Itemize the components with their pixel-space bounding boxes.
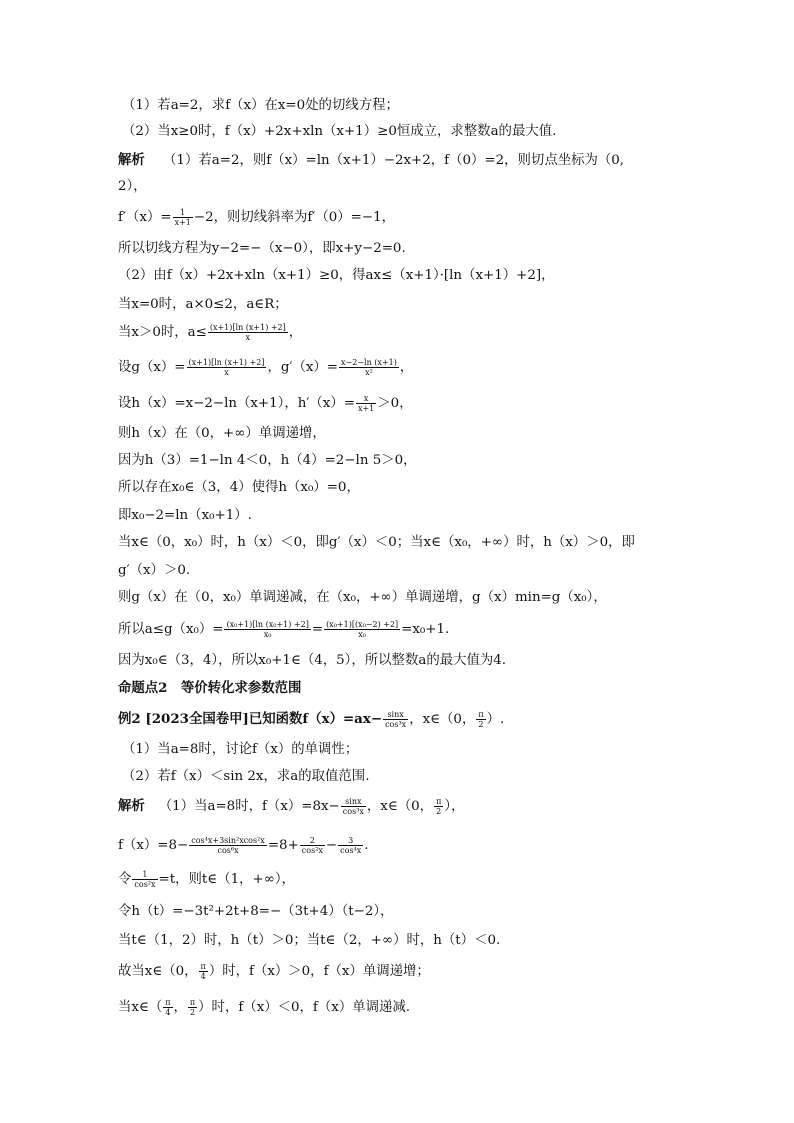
solution-line-6: 当x＞0时，a≤ $\frac{(x+1)[\ln (x+1) +2]}{x}$ ，: [118, 323, 303, 342]
fraction: $\frac{\pi}{2}$: [436, 797, 442, 816]
example-solution-line-1: 解析 （1）当a=8时，f（x）=8x− $\frac{\sin x}{\text{cos³x}}$ ，x∈（0， $\frac{\pi}{2}$ ），: [118, 797, 465, 816]
solution-line-1b: 2），: [118, 179, 147, 194]
fraction: $\frac{x-2-\ln (x+1)}{\text{x²}}$: [341, 358, 397, 377]
solution-line-2: f′（x）= $\frac{1}{x+1}$ −2，则切线斜率为f′（0）=−1，: [118, 208, 395, 227]
example-solution-line-4: 令h（t）=−3t²+2t+8=−（3t+4）（t−2），: [118, 904, 394, 919]
solution-line-3: 所以切线方程为y−2=−（x−0），即x+y−2=0.: [118, 241, 406, 256]
fraction: $\frac{(x+1)[\ln (x+1) +2]}{x}$: [209, 323, 286, 342]
solution-line-4: （2）由f（x）+2x+xln（x+1）≥0，得ax≤（x+1）·[ln（x+1）+2]，: [118, 268, 555, 283]
solution-line-9: 则h（x）在（0，+∞）单调递增，: [118, 426, 326, 441]
solution-line-11: 所以存在x₀∈（3，4）使得h（x₀）=0，: [118, 480, 360, 495]
fraction: $\frac{\text{(x₀+1)[ln (x₀+1) +2]}}{\text{x₀}}$: [226, 620, 309, 639]
question-2: （2）当x≥0时，f（x）+2x+xln（x+1）≥0恒成立，求整数a的最大值.: [122, 124, 557, 139]
solution-line-10: 因为h（3）=1−ln 4＜0，h（4）=2−ln 5＞0，: [118, 453, 417, 468]
fraction: $\frac{1}{\text{cos²x}}$: [134, 870, 156, 889]
fraction: $\frac{x}{x+1}$: [357, 394, 375, 413]
solution-line-1: 解析 （1）若a=2，则f（x）=ln（x+1）−2x+2，f（0）=2，则切点坐标为（0,: [118, 152, 625, 168]
example-question-1: （1）当a=8时，讨论f（x）的单调性；: [122, 742, 359, 757]
example-2-statement: 例2 [2023全国卷甲]已知函数f（x）=ax− $\frac{\sin x}{\text{cos³x}}$ ，x∈（0， $\frac{\pi}{2}$ ）.: [118, 710, 505, 729]
fraction: $\frac{\pi}{2}$: [478, 710, 484, 729]
solution-line-16: 因为x₀∈（3，4），所以x₀+1∈（4，5），所以整数a的最大值为4.: [118, 653, 507, 668]
fraction: $\frac{\text{cos⁴x+3sin²xcos²x}}{\text{cos⁶x}}$: [191, 836, 265, 855]
section-heading: 命题点2 等价转化求参数范围: [118, 680, 302, 696]
example-solution-line-5: 当t∈（1，2）时，h（t）＞0；当t∈（2，+∞）时，h（t）＜0.: [118, 933, 501, 948]
solution-line-15: 所以a≤g（x₀）= $\frac{\text{(x₀+1)[ln (x₀+1) +2]}}{\text{x₀}}$ = $\frac{\text{(x₀+1)[(x₀−2) +2]}}{\text{x₀}}$ =x₀+1.: [118, 620, 450, 639]
solution-line-12: 即x₀−2=ln（x₀+1）.: [118, 508, 252, 523]
solution-line-13b: g′（x）＞0.: [118, 563, 191, 578]
fraction: $\frac{(x+1)[\ln (x+1) +2]}{x}$: [188, 358, 265, 377]
example-question-2: （2）若f（x）＜sin 2x，求a的取值范围.: [122, 769, 370, 784]
fraction: $\frac{3}{\text{cos⁴x}}$: [340, 836, 362, 855]
fraction: $\frac{\sin x}{\text{cos³x}}$: [342, 797, 364, 816]
question-1: （1）若a=2，求f（x）在x=0处的切线方程；: [122, 98, 399, 113]
solution-line-8: 设h（x）=x−2−ln（x+1），h′（x）= $\frac{x}{x+1}$ ＞0，: [118, 394, 413, 413]
solution-label: 解析: [118, 152, 145, 168]
fraction: $\frac{\pi}{4}$: [200, 962, 206, 981]
example-solution-line-6: 故当x∈（0， $\frac{\pi}{4}$ ）时，f（x）＞0，f（x）单调递增；: [118, 962, 430, 981]
solution-line-13: 当x∈（0，x₀）时，h（x）＜0，即g′（x）＜0；当x∈（x₀，+∞）时，h（x）＞0，即: [118, 535, 635, 550]
fraction: $\frac{\pi}{4}$: [165, 998, 171, 1017]
solution-line-7: 设g（x）= $\frac{(x+1)[\ln (x+1) +2]}{x}$ ，g′（x）= $\frac{x-2-\ln (x+1)}{\text{x²}}$ ，: [118, 358, 414, 377]
example-solution-line-3: 令 $\frac{1}{\text{cos²x}}$ =t，则t∈（1，+∞），: [118, 870, 295, 889]
example-solution-line-2: f（x）=8− $\frac{\text{cos⁴x+3sin²xcos²x}}{\text{cos⁶x}}$ =8+ $\frac{2}{\text{cos²x}}$ − $\frac{3}{\text{cos⁴x}}$ .: [118, 836, 369, 855]
example-solution-line-7: 当x∈（ $\frac{\pi}{4}$ ， $\frac{\pi}{2}$ ）时，f（x）＜0，f（x）单调递减.: [118, 998, 411, 1017]
fraction: $\frac{1}{x+1}$: [174, 208, 191, 227]
fraction: $\frac{2}{\text{cos²x}}$: [301, 836, 323, 855]
fraction: $\frac{\sin x}{\text{cos³x}}$: [385, 710, 407, 729]
solution-line-14: 则g（x）在（0，x₀）单调递减，在（x₀，+∞）单调递增，g（x）min=g（x₀），: [118, 590, 607, 605]
fraction: $\frac{\pi}{2}$: [189, 998, 196, 1017]
solution-line-5: 当x=0时，a×0≤2，a∈R；: [118, 297, 288, 312]
fraction: $\frac{\text{(x₀+1)[(x₀−2) +2]}}{\text{x₀}}$: [326, 620, 399, 639]
